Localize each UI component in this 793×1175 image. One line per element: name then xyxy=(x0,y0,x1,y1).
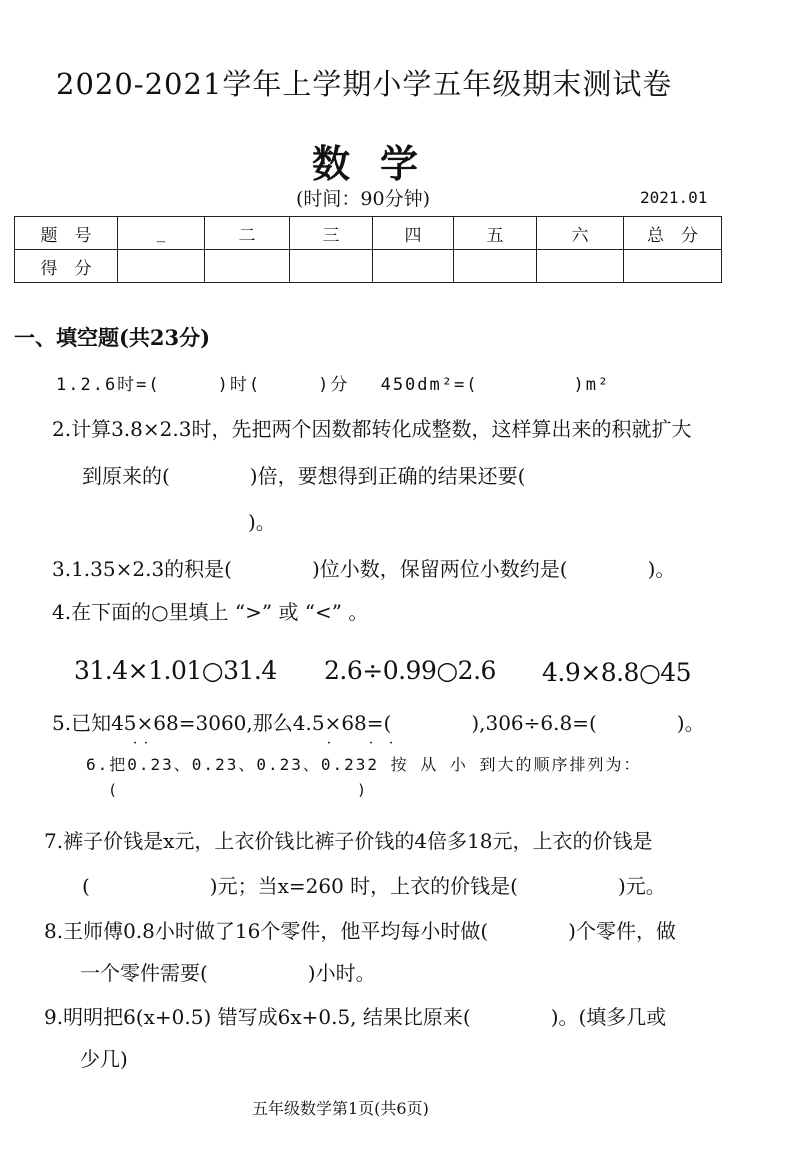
score-table xyxy=(14,216,722,283)
exam-duration: (时间：90分钟) xyxy=(296,188,431,210)
page-footer: 五年级数学第1页(共6页) xyxy=(252,1099,429,1118)
question-8-line-1: 8.王师傅0.8小时做了16个零件，他平均每小时做( )个零件，做 xyxy=(44,919,676,943)
score-cell[interactable] xyxy=(454,250,537,283)
question-3: 3.1.35×2.3的积是( )位小数，保留两位小数约是( )。 xyxy=(52,557,676,581)
repeating-dot-mark: ˙ xyxy=(325,739,333,758)
score-cell[interactable] xyxy=(205,250,290,283)
score-table-col-4: 四 xyxy=(373,217,454,250)
question-5: 5.已知45×68=3060,那么4.5×68=( ),306÷6.8=( )。 xyxy=(52,711,705,735)
repeating-dot-mark: ˙ xyxy=(367,739,375,758)
repeating-dot-mark: ˙ xyxy=(142,739,150,758)
exam-title: 2020-2021学年上学期小学五年级期末测试卷 xyxy=(56,67,673,101)
score-table-score-label: 得 分 xyxy=(15,250,118,283)
score-table-score-row xyxy=(15,250,722,283)
repeating-dot-mark: ˙ xyxy=(131,739,139,758)
question-9-line-2: 少几) xyxy=(80,1047,128,1071)
exam-date: 2021.01 xyxy=(640,188,708,207)
score-table-total: 总 分 xyxy=(624,217,722,250)
score-cell[interactable] xyxy=(537,250,624,283)
score-table-col-5: 五 xyxy=(454,217,537,250)
question-6-line-1: 6.把0.23、0.23、0.23、0.232 按 从 小 到大的顺序排列为： xyxy=(86,755,642,774)
score-table-col-6: 六 xyxy=(537,217,624,250)
question-4: 4.在下面的○里填上 “>” 或 “<” 。 xyxy=(52,600,369,624)
question-7-line-2: ( )元；当x=260 时，上衣的价钱是( )元。 xyxy=(82,874,666,898)
question-4-expr-1: 31.4×1.01○31.4 xyxy=(74,656,277,685)
question-4-expr-2: 2.6÷0.99○2.6 xyxy=(324,656,496,685)
score-cell[interactable] xyxy=(624,250,722,283)
score-cell[interactable] xyxy=(290,250,373,283)
question-7-line-1: 7.裤子价钱是x元，上衣价钱比裤子价钱的4倍多18元，上衣的价钱是 xyxy=(44,829,653,853)
question-8-line-2: 一个零件需要( )小时。 xyxy=(80,961,376,985)
score-table-col-2: 二 xyxy=(205,217,290,250)
score-table-col-3: 三 xyxy=(290,217,373,250)
question-2-line-3: )。 xyxy=(248,510,276,534)
question-4-expr-3: 4.9×8.8○45 xyxy=(542,658,692,687)
question-1: 1.2.6时=( )时( )分 450dm²=( )m² xyxy=(56,375,611,395)
question-6-line-2: ( ) xyxy=(108,781,369,799)
question-2-line-1: 2.计算3.8×2.3时，先把两个因数都转化成整数，这样算出来的积就扩大 xyxy=(52,417,692,441)
section-1-heading: 一、填空题(共23分) xyxy=(14,325,211,350)
subject-title: 数学 xyxy=(312,141,449,186)
score-table-header-row xyxy=(15,217,722,250)
question-2-line-2: 到原来的( )倍，要想得到正确的结果还要( xyxy=(82,464,526,488)
score-cell[interactable] xyxy=(118,250,205,283)
repeating-dot-mark: ˙ xyxy=(387,739,395,758)
score-table-label: 题 号 xyxy=(15,217,118,250)
question-9-line-1: 9.明明把6(x+0.5) 错写成6x+0.5, 结果比原来( )。(填多几或 xyxy=(44,1005,667,1029)
score-cell[interactable] xyxy=(373,250,454,283)
score-table-col-1: _ xyxy=(118,217,205,250)
